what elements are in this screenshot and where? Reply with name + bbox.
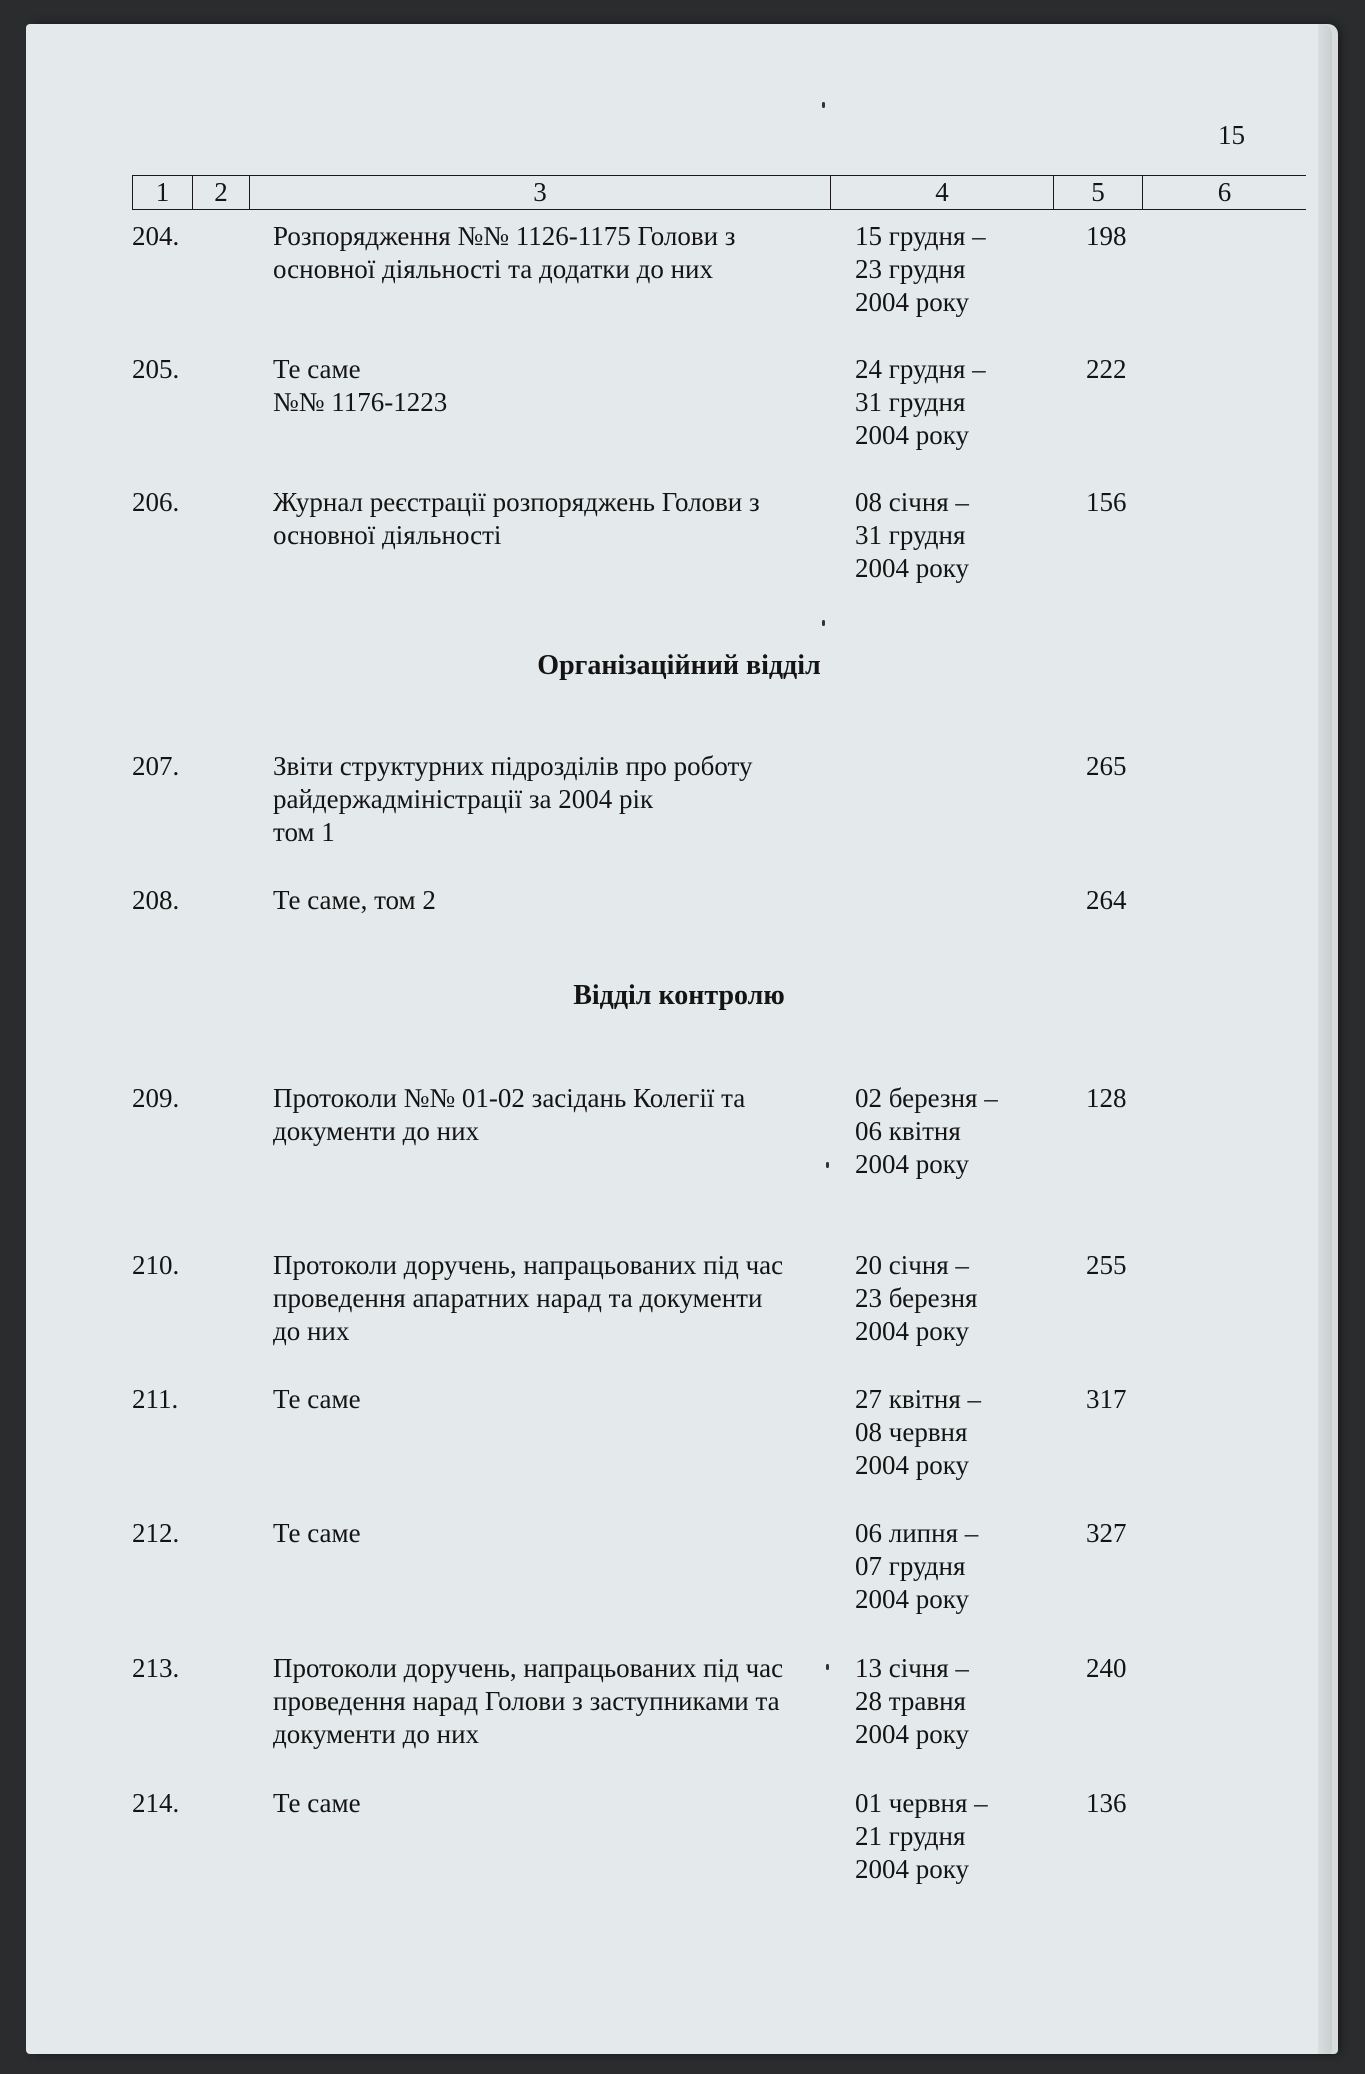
row-title bbox=[273, 884, 833, 917]
row-count: 128 bbox=[1086, 1083, 1127, 1113]
row-title-line: Те саме, том 2 bbox=[273, 885, 436, 915]
row-title bbox=[273, 220, 833, 286]
column-header-1: 1 bbox=[133, 176, 193, 210]
column-header-table bbox=[132, 175, 1306, 210]
row-date-line: 06 липня – bbox=[855, 1518, 979, 1548]
row-date-line: 23 грудня bbox=[855, 254, 966, 284]
row-date-line: 21 грудня bbox=[855, 1821, 966, 1851]
row-dates bbox=[855, 1249, 1035, 1348]
row-title-line: Те саме bbox=[273, 1518, 361, 1548]
row-date-line: 28 травня bbox=[855, 1686, 966, 1716]
row-title-line: Розпорядження №№ 1126-1175 Голови з bbox=[273, 221, 736, 251]
row-dates bbox=[855, 486, 1035, 585]
row-date-line: 20 січня – bbox=[855, 1250, 969, 1280]
row-title-line: Те саме bbox=[273, 1384, 361, 1414]
row-count: 240 bbox=[1086, 1653, 1127, 1683]
row-title-line: №№ 1176-1223 bbox=[273, 387, 448, 417]
row-title-line: документи до них bbox=[273, 1719, 480, 1749]
row-dates bbox=[855, 353, 1035, 452]
row-dates bbox=[855, 1383, 1035, 1482]
row-date-line: 01 червня – bbox=[855, 1788, 988, 1818]
row-title-line: основної діяльності та додатки до них bbox=[273, 254, 714, 284]
scan-speck bbox=[826, 1664, 829, 1670]
row-count: 136 bbox=[1086, 1788, 1127, 1818]
row-date-line: 07 грудня bbox=[855, 1551, 966, 1581]
row-title bbox=[273, 486, 833, 552]
row-date-line: 2004 року bbox=[855, 1450, 969, 1480]
row-date-line: 2004 року bbox=[855, 1719, 969, 1749]
row-title bbox=[273, 1652, 833, 1751]
row-count: 265 bbox=[1086, 751, 1127, 781]
row-date-line: 31 грудня bbox=[855, 387, 966, 417]
row-number: 213. bbox=[132, 1653, 180, 1683]
scan-speck bbox=[822, 102, 825, 108]
row-title bbox=[273, 1787, 833, 1820]
row-date-line: 2004 року bbox=[855, 1316, 969, 1346]
row-count: 327 bbox=[1086, 1518, 1127, 1548]
row-date-line: 2004 року bbox=[855, 420, 969, 450]
row-number: 207. bbox=[132, 751, 180, 781]
row-count: 156 bbox=[1086, 487, 1127, 517]
row-title bbox=[273, 1249, 833, 1348]
row-title bbox=[273, 1517, 833, 1550]
row-date-line: 15 грудня – bbox=[855, 221, 986, 251]
row-dates bbox=[855, 220, 1035, 319]
page-edge bbox=[1318, 24, 1332, 2054]
row-title bbox=[273, 1082, 833, 1148]
column-header-2: 2 bbox=[193, 176, 250, 210]
column-header-3: 3 bbox=[250, 176, 831, 210]
row-number: 210. bbox=[132, 1250, 180, 1280]
section-heading-control: Відділ контролю bbox=[573, 980, 785, 1011]
row-number: 205. bbox=[132, 354, 180, 384]
row-count: 198 bbox=[1086, 221, 1127, 251]
row-number: 206. bbox=[132, 487, 180, 517]
row-title-line: том 1 bbox=[273, 817, 335, 847]
row-title-line: основної діяльності bbox=[273, 520, 502, 550]
column-header-4: 4 bbox=[831, 176, 1054, 210]
scan-speck bbox=[826, 1162, 829, 1168]
column-header-5: 5 bbox=[1054, 176, 1143, 210]
row-date-line: 08 січня – bbox=[855, 487, 969, 517]
row-count: 255 bbox=[1086, 1250, 1127, 1280]
row-number: 204. bbox=[132, 221, 180, 251]
row-title bbox=[273, 1383, 833, 1416]
row-dates bbox=[855, 1787, 1035, 1886]
row-number: 212. bbox=[132, 1518, 180, 1548]
row-count: 264 bbox=[1086, 885, 1127, 915]
row-date-line: 02 березня – bbox=[855, 1083, 998, 1113]
row-dates bbox=[855, 1652, 1035, 1751]
row-dates bbox=[855, 1082, 1035, 1181]
document-page bbox=[26, 24, 1332, 2054]
row-number: 211. bbox=[132, 1384, 179, 1414]
row-date-line: 13 січня – bbox=[855, 1653, 969, 1683]
row-date-line: 2004 року bbox=[855, 553, 969, 583]
row-count: 222 bbox=[1086, 354, 1127, 384]
row-title-line: Те саме bbox=[273, 354, 361, 384]
section-heading-organizational: Організаційний відділ bbox=[537, 650, 821, 681]
row-number: 209. bbox=[132, 1083, 180, 1113]
row-title-line: райдержадміністрації за 2004 рік bbox=[273, 784, 654, 814]
row-title bbox=[273, 353, 833, 419]
row-title-line: Протоколи доручень, напрацьованих під час bbox=[273, 1250, 784, 1280]
row-title-line: проведення нарад Голови з заступниками та bbox=[273, 1686, 780, 1716]
row-title-line: документи до них bbox=[273, 1116, 480, 1146]
row-number: 214. bbox=[132, 1788, 180, 1818]
row-title-line: Протоколи №№ 01-02 засідань Колегії та bbox=[273, 1083, 746, 1113]
row-title bbox=[273, 750, 833, 849]
row-title-line: Звіти структурних підрозділів про роботу bbox=[273, 751, 753, 781]
column-header-6: 6 bbox=[1143, 176, 1307, 210]
row-dates bbox=[855, 1517, 1035, 1616]
row-title-line: до них bbox=[273, 1316, 350, 1346]
row-date-line: 27 квітня – bbox=[855, 1384, 982, 1414]
row-count: 317 bbox=[1086, 1384, 1127, 1414]
row-title-line: проведення апаратних нарад та документи bbox=[273, 1283, 763, 1313]
row-date-line: 2004 року bbox=[855, 287, 969, 317]
row-date-line: 06 квітня bbox=[855, 1116, 961, 1146]
row-date-line: 2004 року bbox=[855, 1149, 969, 1179]
row-title-line: Те саме bbox=[273, 1788, 361, 1818]
page-number: 15 bbox=[1218, 120, 1245, 150]
row-number: 208. bbox=[132, 885, 180, 915]
row-date-line: 24 грудня – bbox=[855, 354, 986, 384]
row-date-line: 31 грудня bbox=[855, 520, 966, 550]
scan-speck bbox=[822, 620, 825, 626]
row-date-line: 2004 року bbox=[855, 1854, 969, 1884]
row-date-line: 2004 року bbox=[855, 1584, 969, 1614]
row-title-line: Протоколи доручень, напрацьованих під час bbox=[273, 1653, 784, 1683]
row-date-line: 08 червня bbox=[855, 1417, 968, 1447]
row-date-line: 23 березня bbox=[855, 1283, 978, 1313]
row-title-line: Журнал реєстрації розпоряджень Голови з bbox=[273, 487, 760, 517]
